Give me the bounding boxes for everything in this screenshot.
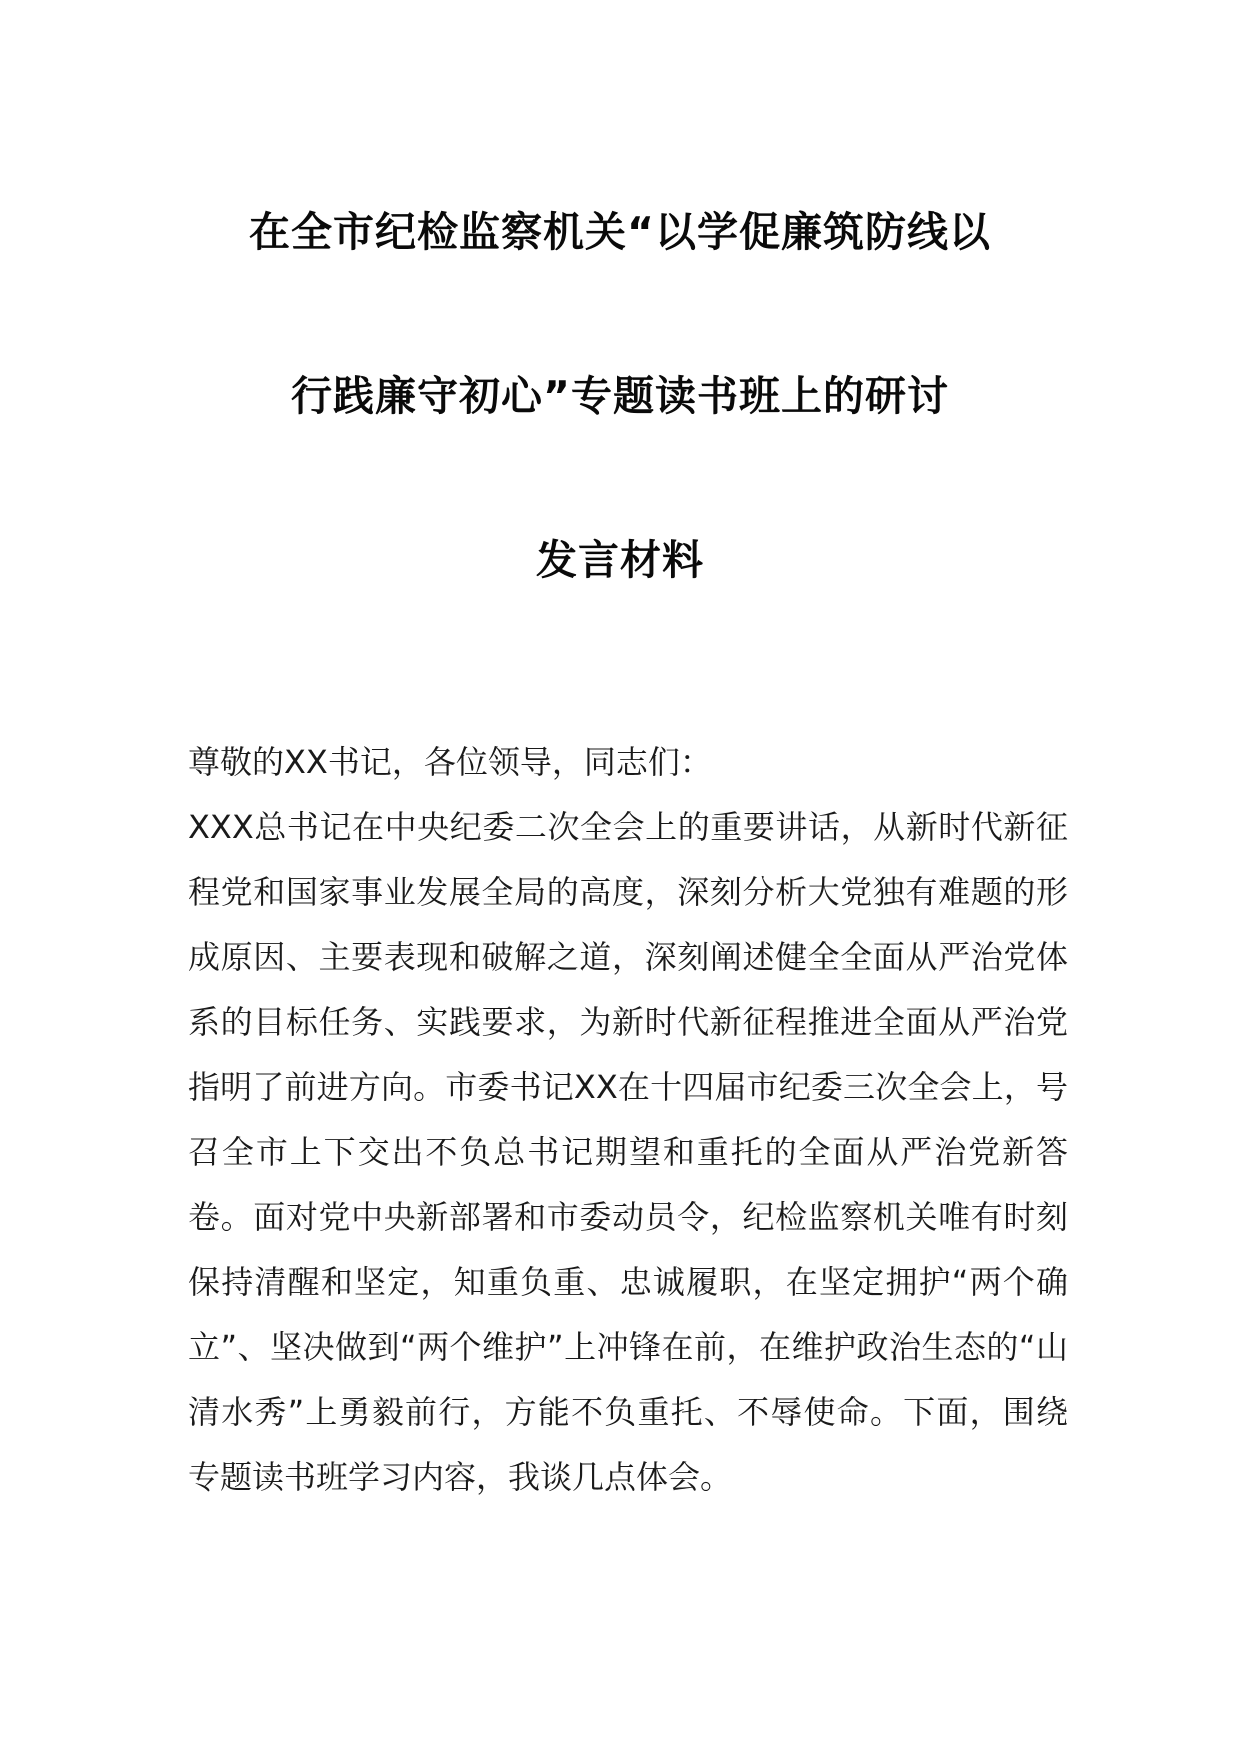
document-title xyxy=(150,170,1090,584)
title-line-1: 在全市纪检监察机关“以学促廉筑防线以 xyxy=(249,208,991,256)
title-line-2: 行践廉守初心”专题读书班上的研讨 xyxy=(291,372,949,420)
document-body xyxy=(188,730,1068,1510)
salutation: 尊敬的XX书记，各位领导，同志们： xyxy=(188,743,712,781)
title-line-3: 发言材料 xyxy=(536,536,704,584)
body-paragraph: XXX总书记在中央纪委二次全会上的重要讲话，从新时代新征程党和国家事业发展全局的高度，深刻分析大党独有难题的形成原因、主要表现和破解之道，深刻阐述健全全面从严治党体系的目标任务、实践要求，为新时代新征程推进全面从严治党指明了前进方向。市委书记XX在十四届市纪委三次全会上，号召全市上下交出不负总书记期望和重托的全面从严治党新答卷。面对党中央新部署和市委动员令，纪检监察机关唯有时刻保持清醒和坚定，知重负重、忠诚履职，在坚定拥护“两个确立”、坚决做到“两个维护”上冲锋在前，在维护政治生态的“山清水秀”上勇毅前行，方能不负重托、不辱使命。下面，围绕专题读书班学习内容，我谈几点体会。 xyxy=(188,808,1068,1496)
